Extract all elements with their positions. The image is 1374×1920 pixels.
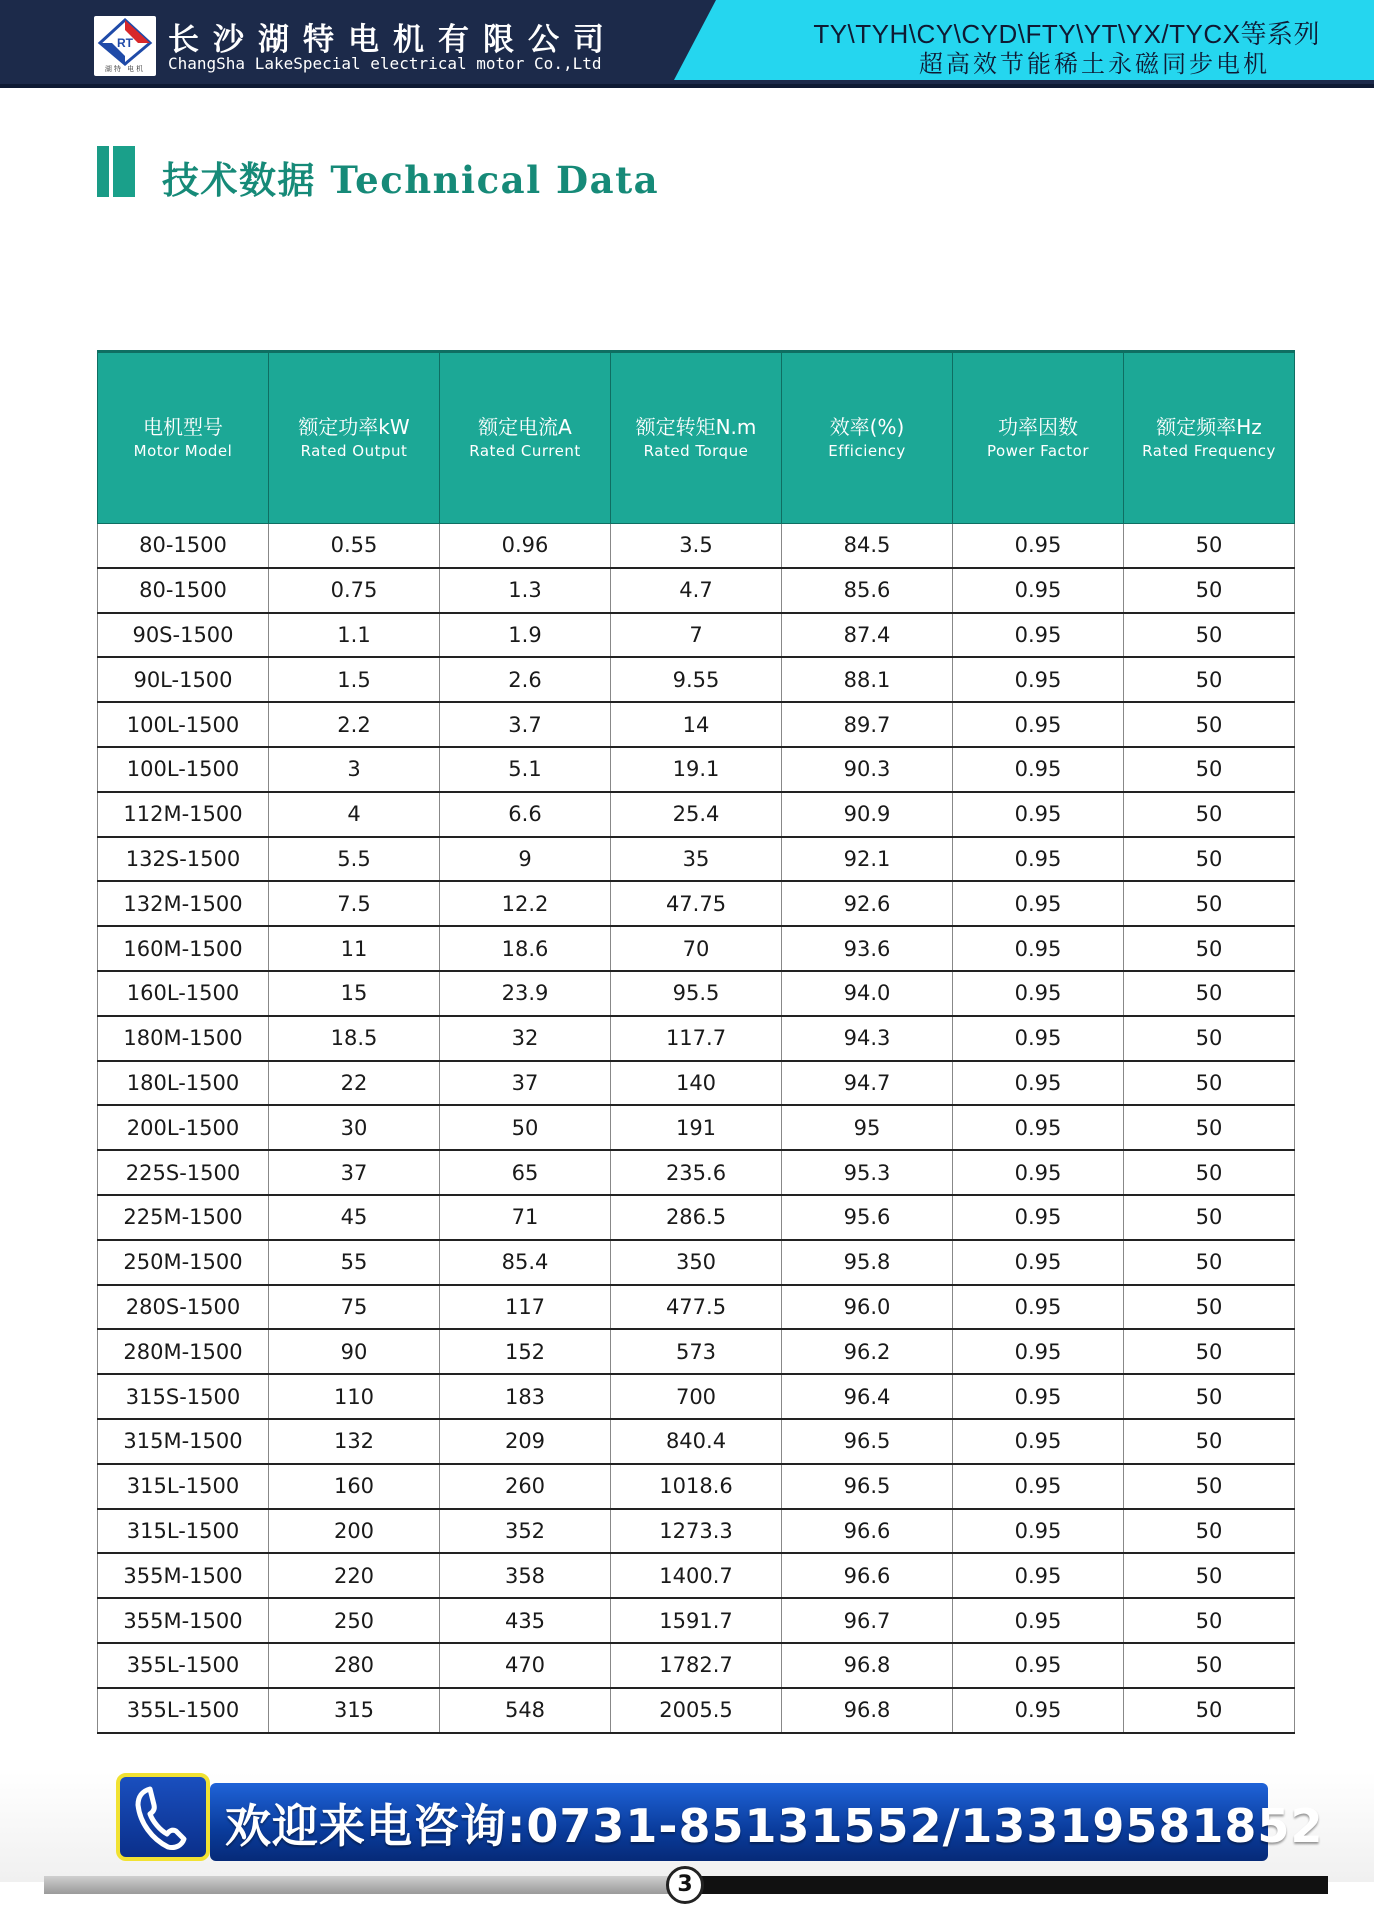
table-cell: 50 (1124, 568, 1295, 613)
table-cell: 3.7 (440, 702, 611, 747)
table-cell: 0.55 (269, 524, 440, 568)
table-cell: 50 (1124, 1643, 1295, 1688)
table-cell: 112M-1500 (98, 792, 269, 837)
table-cell: 0.96 (440, 524, 611, 568)
table-cell: 50 (1124, 613, 1295, 658)
company-name-cn: 长沙湖特电机有限公司 (168, 22, 618, 58)
column-header-cn: 额定频率Hz (1156, 415, 1262, 439)
column-header (269, 352, 440, 524)
table-row (98, 1419, 1295, 1464)
table-cell: 355L-1500 (98, 1643, 269, 1688)
table-cell: 0.95 (953, 837, 1124, 882)
column-header-en: Power Factor (986, 442, 1090, 460)
table-row (98, 1509, 1295, 1554)
table-cell: 286.5 (611, 1195, 782, 1240)
table-row (98, 747, 1295, 792)
table-cell: 1.3 (440, 568, 611, 613)
table-cell: 315 (269, 1688, 440, 1733)
table-cell: 93.6 (782, 926, 953, 971)
table-cell: 96.0 (782, 1285, 953, 1330)
table-row (98, 1150, 1295, 1195)
table-cell: 225M-1500 (98, 1195, 269, 1240)
table-cell: 71 (440, 1195, 611, 1240)
company-name-en: ChangSha LakeSpecial electrical motor Co.,Ltd (168, 54, 602, 73)
table-cell: 80-1500 (98, 568, 269, 613)
column-header (782, 352, 953, 524)
table-cell: 84.5 (782, 524, 953, 568)
table-cell: 96.2 (782, 1329, 953, 1374)
table-cell: 94.3 (782, 1016, 953, 1061)
column-header (953, 352, 1124, 524)
table-cell: 132M-1500 (98, 881, 269, 926)
table-cell: 50 (1124, 1105, 1295, 1150)
table-cell: 0.95 (953, 792, 1124, 837)
table-cell: 225S-1500 (98, 1150, 269, 1195)
table-cell: 96.5 (782, 1464, 953, 1509)
table-cell: 18.5 (269, 1016, 440, 1061)
table-row (98, 1105, 1295, 1150)
table-cell: 88.1 (782, 657, 953, 702)
table-cell: 35 (611, 837, 782, 882)
table-cell: 70 (611, 926, 782, 971)
table-cell: 180M-1500 (98, 1016, 269, 1061)
column-header-en: Rated Torque (643, 442, 749, 460)
column-header-cn: 效率(%) (829, 415, 905, 439)
table-cell: 32 (440, 1016, 611, 1061)
table-cell: 65 (440, 1150, 611, 1195)
table-cell: 50 (440, 1105, 611, 1150)
table-cell: 85.6 (782, 568, 953, 613)
table-cell: 1591.7 (611, 1598, 782, 1643)
table-cell: 4.7 (611, 568, 782, 613)
table-cell: 95.5 (611, 971, 782, 1016)
table-cell: 183 (440, 1374, 611, 1419)
table-cell: 15 (269, 971, 440, 1016)
table-row (98, 1195, 1295, 1240)
table-cell: 50 (1124, 1419, 1295, 1464)
column-header-cn: 额定电流A (478, 415, 572, 439)
table-row (98, 657, 1295, 702)
table-cell: 14 (611, 702, 782, 747)
table-cell: 50 (1124, 837, 1295, 882)
table-cell: 315M-1500 (98, 1419, 269, 1464)
table-cell: 152 (440, 1329, 611, 1374)
table-cell: 235.6 (611, 1150, 782, 1195)
table-cell: 50 (1124, 524, 1295, 568)
page-number: 3 (666, 1866, 704, 1904)
column-header-en: Rated Output (300, 442, 408, 460)
table-row (98, 1688, 1295, 1733)
table-cell: 355L-1500 (98, 1688, 269, 1733)
table-cell: 180L-1500 (98, 1061, 269, 1106)
table-cell: 0.75 (269, 568, 440, 613)
table-cell: 100L-1500 (98, 747, 269, 792)
table-cell: 1.1 (269, 613, 440, 658)
table-cell: 85.4 (440, 1240, 611, 1285)
table-row (98, 792, 1295, 837)
table-cell: 90.3 (782, 747, 953, 792)
table-cell: 0.95 (953, 1016, 1124, 1061)
table-cell: 250 (269, 1598, 440, 1643)
table-cell: 50 (1124, 1598, 1295, 1643)
column-header (611, 352, 782, 524)
column-header-en: Rated Frequency (1142, 442, 1276, 460)
table-cell: 50 (1124, 1464, 1295, 1509)
table-cell: 2005.5 (611, 1688, 782, 1733)
table-cell: 50 (1124, 657, 1295, 702)
table-cell: 0.95 (953, 1061, 1124, 1106)
table-cell: 0.95 (953, 1643, 1124, 1688)
table-row (98, 1285, 1295, 1330)
table-cell: 0.95 (953, 702, 1124, 747)
product-series: TY\TYH\CY\CYD\FTY\YT\YX/TYCX等系列 (813, 19, 1320, 49)
table-cell: 0.95 (953, 971, 1124, 1016)
logo-text: RT (117, 36, 133, 50)
table-cell: 87.4 (782, 613, 953, 658)
table-cell: 117 (440, 1285, 611, 1330)
table-cell: 1273.3 (611, 1509, 782, 1554)
table-cell: 315L-1500 (98, 1464, 269, 1509)
table-row (98, 524, 1295, 568)
table-cell: 80-1500 (98, 524, 269, 568)
section-marker (113, 146, 135, 197)
table-cell: 280S-1500 (98, 1285, 269, 1330)
table-row (98, 1643, 1295, 1688)
phone-icon (120, 1777, 206, 1857)
table-cell: 0.95 (953, 1464, 1124, 1509)
table-cell: 355M-1500 (98, 1553, 269, 1598)
product-description: 超高效节能稀土永磁同步电机 (919, 50, 1270, 78)
table-cell: 96.5 (782, 1419, 953, 1464)
header-divider (0, 84, 1374, 88)
table-cell: 94.0 (782, 971, 953, 1016)
column-header-cn: 电机型号 (143, 415, 223, 439)
table-cell: 4 (269, 792, 440, 837)
table-cell: 1.9 (440, 613, 611, 658)
table-cell: 50 (1124, 1016, 1295, 1061)
table-cell: 50 (1124, 1688, 1295, 1733)
table-cell: 315S-1500 (98, 1374, 269, 1419)
table-body (98, 524, 1295, 1733)
column-header-cn: 额定转矩N.m (635, 415, 757, 439)
table-row (98, 1061, 1295, 1106)
table-cell: 840.4 (611, 1419, 782, 1464)
table-cell: 250M-1500 (98, 1240, 269, 1285)
table-cell: 50 (1124, 971, 1295, 1016)
table-row (98, 881, 1295, 926)
table-cell: 50 (1124, 1150, 1295, 1195)
table-cell: 95 (782, 1105, 953, 1150)
table-cell: 355M-1500 (98, 1598, 269, 1643)
table-cell: 0.95 (953, 1150, 1124, 1195)
table-cell: 315L-1500 (98, 1509, 269, 1554)
table-row (98, 971, 1295, 1016)
table-row (98, 1016, 1295, 1061)
table-row (98, 926, 1295, 971)
table-cell: 50 (1124, 1374, 1295, 1419)
section-marker (97, 146, 109, 197)
company-logo (94, 16, 156, 76)
logo-diamond-icon (94, 16, 156, 66)
table-cell: 50 (1124, 1195, 1295, 1240)
table-cell: 1.5 (269, 657, 440, 702)
table-cell: 90S-1500 (98, 613, 269, 658)
table-cell: 132S-1500 (98, 837, 269, 882)
table-cell: 0.95 (953, 1329, 1124, 1374)
table-cell: 96.4 (782, 1374, 953, 1419)
table-cell: 358 (440, 1553, 611, 1598)
table-cell: 50 (1124, 1509, 1295, 1554)
table-cell: 0.95 (953, 1598, 1124, 1643)
table-cell: 30 (269, 1105, 440, 1150)
table-cell: 5.5 (269, 837, 440, 882)
table-cell: 22 (269, 1061, 440, 1106)
contact-phone-text: 欢迎来电咨询:0731-85131552/13319581852 (225, 1799, 1324, 1853)
table-cell: 0.95 (953, 1240, 1124, 1285)
table-row (98, 1329, 1295, 1374)
table-cell: 700 (611, 1374, 782, 1419)
table-cell: 92.6 (782, 881, 953, 926)
table-cell: 89.7 (782, 702, 953, 747)
phone-icon-box (116, 1773, 210, 1861)
table-row (98, 613, 1295, 658)
table-header-row (98, 352, 1295, 524)
table-cell: 2.6 (440, 657, 611, 702)
table-row (98, 1374, 1295, 1419)
table-cell: 0.95 (953, 1688, 1124, 1733)
table-cell: 0.95 (953, 1105, 1124, 1150)
table-cell: 50 (1124, 702, 1295, 747)
table-cell: 50 (1124, 1329, 1295, 1374)
logo-caption: 湖特 电机 (104, 65, 146, 73)
table-cell: 0.95 (953, 657, 1124, 702)
table-row (98, 1464, 1295, 1509)
technical-data-table (97, 350, 1295, 1734)
table-row (98, 837, 1295, 882)
table-cell: 548 (440, 1688, 611, 1733)
table-cell: 6.6 (440, 792, 611, 837)
table-cell: 0.95 (953, 1374, 1124, 1419)
table-cell: 200L-1500 (98, 1105, 269, 1150)
table-cell: 50 (1124, 1061, 1295, 1106)
table-cell: 90L-1500 (98, 657, 269, 702)
table-cell: 11 (269, 926, 440, 971)
column-header-cn: 额定功率kW (298, 415, 410, 439)
table-cell: 0.95 (953, 524, 1124, 568)
table-cell: 3.5 (611, 524, 782, 568)
table-cell: 117.7 (611, 1016, 782, 1061)
table-cell: 50 (1124, 926, 1295, 971)
footer-bar-left (44, 1876, 684, 1894)
table-cell: 0.95 (953, 1509, 1124, 1554)
table-cell: 0.95 (953, 613, 1124, 658)
table-cell: 45 (269, 1195, 440, 1240)
table-row (98, 1598, 1295, 1643)
table-cell: 1782.7 (611, 1643, 782, 1688)
table-cell: 200 (269, 1509, 440, 1554)
table-cell: 0.95 (953, 1285, 1124, 1330)
table-cell: 37 (440, 1061, 611, 1106)
table-cell: 95.3 (782, 1150, 953, 1195)
table-cell: 9.55 (611, 657, 782, 702)
table-cell: 280 (269, 1643, 440, 1688)
table-cell: 95.8 (782, 1240, 953, 1285)
table-cell: 75 (269, 1285, 440, 1330)
table-cell: 5.1 (440, 747, 611, 792)
table-cell: 160M-1500 (98, 926, 269, 971)
table-row (98, 1553, 1295, 1598)
table-cell: 1018.6 (611, 1464, 782, 1509)
table-cell: 209 (440, 1419, 611, 1464)
table-cell: 470 (440, 1643, 611, 1688)
table-cell: 47.75 (611, 881, 782, 926)
table-cell: 0.95 (953, 568, 1124, 613)
table-cell: 220 (269, 1553, 440, 1598)
table-cell: 0.95 (953, 926, 1124, 971)
table-row (98, 1240, 1295, 1285)
table-cell: 100L-1500 (98, 702, 269, 747)
table-cell: 9 (440, 837, 611, 882)
table-cell: 96.8 (782, 1688, 953, 1733)
table-cell: 477.5 (611, 1285, 782, 1330)
table-cell: 0.95 (953, 881, 1124, 926)
table-cell: 50 (1124, 1240, 1295, 1285)
table-cell: 96.6 (782, 1553, 953, 1598)
table-cell: 96.6 (782, 1509, 953, 1554)
table-row (98, 568, 1295, 613)
column-header-cn: 功率因数 (998, 415, 1078, 439)
table-cell: 50 (1124, 1553, 1295, 1598)
table-cell: 37 (269, 1150, 440, 1195)
table-cell: 50 (1124, 881, 1295, 926)
table-cell: 132 (269, 1419, 440, 1464)
table-cell: 25.4 (611, 792, 782, 837)
table-cell: 95.6 (782, 1195, 953, 1240)
table-cell: 90 (269, 1329, 440, 1374)
table-cell: 18.6 (440, 926, 611, 971)
table-cell: 96.7 (782, 1598, 953, 1643)
table-cell: 160L-1500 (98, 971, 269, 1016)
table-cell: 23.9 (440, 971, 611, 1016)
table-cell: 92.1 (782, 837, 953, 882)
table-cell: 260 (440, 1464, 611, 1509)
table-cell: 191 (611, 1105, 782, 1150)
table-cell: 280M-1500 (98, 1329, 269, 1374)
footer-bar-right (686, 1876, 1328, 1894)
table-cell: 55 (269, 1240, 440, 1285)
column-header-en: Efficiency (828, 442, 906, 460)
table-cell: 140 (611, 1061, 782, 1106)
table-cell: 7.5 (269, 881, 440, 926)
table-cell: 573 (611, 1329, 782, 1374)
table-cell: 50 (1124, 747, 1295, 792)
page-header (0, 0, 1374, 88)
table-cell: 94.7 (782, 1061, 953, 1106)
table-cell: 350 (611, 1240, 782, 1285)
table-cell: 160 (269, 1464, 440, 1509)
table-row (98, 702, 1295, 747)
column-header (440, 352, 611, 524)
column-header-en: Rated Current (469, 442, 581, 460)
section-title: 技术数据 Technical Data (162, 158, 660, 202)
table-cell: 0.95 (953, 1553, 1124, 1598)
table-cell: 435 (440, 1598, 611, 1643)
table-cell: 19.1 (611, 747, 782, 792)
column-header-en: Motor Model (133, 442, 233, 460)
column-header (1124, 352, 1295, 524)
table-cell: 352 (440, 1509, 611, 1554)
table-cell: 7 (611, 613, 782, 658)
table-cell: 90.9 (782, 792, 953, 837)
column-header (98, 352, 269, 524)
table-cell: 50 (1124, 1285, 1295, 1330)
table-cell: 0.95 (953, 747, 1124, 792)
table-cell: 110 (269, 1374, 440, 1419)
table-cell: 12.2 (440, 881, 611, 926)
table-cell: 3 (269, 747, 440, 792)
table-cell: 50 (1124, 792, 1295, 837)
table-cell: 96.8 (782, 1643, 953, 1688)
table-cell: 0.95 (953, 1419, 1124, 1464)
table-cell: 1400.7 (611, 1553, 782, 1598)
table-cell: 0.95 (953, 1195, 1124, 1240)
table-cell: 2.2 (269, 702, 440, 747)
